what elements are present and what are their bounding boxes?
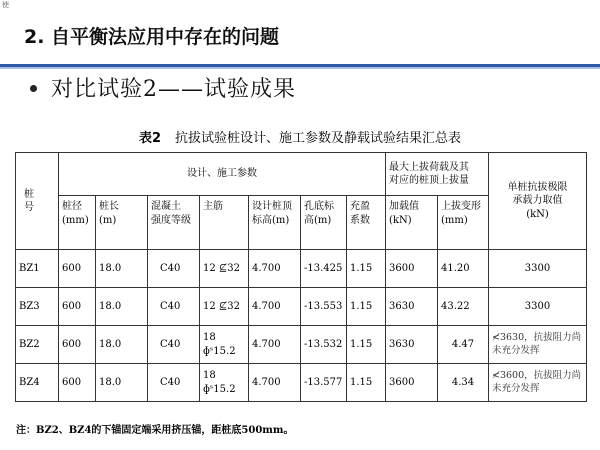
cell-load: 3630 — [386, 288, 438, 326]
cell-main-rebar: 18 ɸˢ15.2 — [200, 326, 249, 364]
table-row — [16, 288, 587, 326]
cell-ultimate-capacity: ≮3600，抗拔阻力尚未充分发挥 — [489, 364, 587, 402]
cell-concrete-grade: C40 — [148, 326, 200, 364]
cell-diameter: 600 — [59, 326, 96, 364]
table-caption — [0, 127, 600, 146]
cell-filling-factor: 1.15 — [347, 288, 386, 326]
cell-load: 3600 — [386, 364, 438, 402]
results-table — [15, 152, 587, 402]
header-load-group: 最大上拔荷载及其 对应的桩顶上拔量 — [386, 153, 489, 196]
cell-ultimate-capacity: 3300 — [489, 288, 587, 326]
bullet-row — [30, 72, 296, 103]
table-footnote: 注：BZ2、BZ4的下锚固定端采用挤压锚，距桩底500mm。 — [16, 425, 294, 436]
header-row-1 — [16, 153, 587, 196]
table-row — [16, 364, 587, 402]
header-col-top-elevation: 设计桩顶 标高(m) — [249, 196, 301, 250]
table-row — [16, 326, 587, 364]
cell-pile-id: BZ3 — [16, 288, 59, 326]
header-col-diameter: 桩径 (mm) — [59, 196, 96, 250]
header-col-hole-bottom: 孔底标 高(m) — [301, 196, 347, 250]
cell-load: 3630 — [386, 326, 438, 364]
cell-concrete-grade: C40 — [148, 250, 200, 288]
cell-top-elevation: 4.700 — [249, 288, 301, 326]
cell-pile-id: BZ1 — [16, 250, 59, 288]
cell-uplift: 41.20 — [438, 250, 489, 288]
cell-length: 18.0 — [96, 288, 148, 326]
table-caption-text: 抗拔试验桩设计、施工参数及静载试验结果汇总表 — [175, 131, 462, 146]
cell-ultimate-capacity: ≮3630，抗拔阻力尚未充分发挥 — [489, 326, 587, 364]
cell-diameter: 600 — [59, 288, 96, 326]
header-col-filling-factor: 充盈 系数 — [347, 196, 386, 250]
cell-top-elevation: 4.700 — [249, 326, 301, 364]
header-col-concrete-grade: 混凝土 强度等级 — [148, 196, 200, 250]
table-caption-number: 表2 — [138, 131, 162, 146]
title-rule-shade — [0, 67, 600, 69]
cell-length: 18.0 — [96, 326, 148, 364]
bullet-text: 对比试验2——试验成果 — [51, 77, 296, 102]
cell-uplift: 4.47 — [438, 326, 489, 364]
header-pile-id: 桩 号 — [16, 153, 59, 250]
cell-filling-factor: 1.15 — [347, 250, 386, 288]
header-col-main-rebar: 主筋 — [200, 196, 249, 250]
header-col-load: 加载值 (kN) — [386, 196, 438, 250]
cell-main-rebar: 12 ⊈32 — [200, 250, 249, 288]
slide-title: 2. 自平衡法应用中存在的问题 — [24, 26, 280, 48]
cell-hole-bottom: -13.425 — [301, 250, 347, 288]
bullet-dot-icon — [30, 85, 37, 92]
cell-uplift: 43.22 — [438, 288, 489, 326]
cell-pile-id: BZ2 — [16, 326, 59, 364]
table-row — [16, 250, 587, 288]
header-design-group: 设计、施工参数 — [59, 153, 386, 196]
cell-diameter: 600 — [59, 250, 96, 288]
cell-main-rebar: 18 ɸˢ15.2 — [200, 364, 249, 402]
cell-ultimate-capacity: 3300 — [489, 250, 587, 288]
header-ultimate-capacity: 单桩抗拔极限 承载力取值 (kN) — [489, 153, 587, 250]
corner-mark: 使 — [2, 1, 9, 9]
cell-hole-bottom: -13.553 — [301, 288, 347, 326]
cell-main-rebar: 12 ⊈32 — [200, 288, 249, 326]
header-col-uplift: 上拔变形 (mm) — [438, 196, 489, 250]
cell-load: 3600 — [386, 250, 438, 288]
cell-top-elevation: 4.700 — [249, 364, 301, 402]
cell-concrete-grade: C40 — [148, 288, 200, 326]
cell-length: 18.0 — [96, 250, 148, 288]
cell-pile-id: BZ4 — [16, 364, 59, 402]
cell-length: 18.0 — [96, 364, 148, 402]
cell-diameter: 600 — [59, 364, 96, 402]
cell-filling-factor: 1.15 — [347, 364, 386, 402]
cell-uplift: 4.34 — [438, 364, 489, 402]
cell-concrete-grade: C40 — [148, 364, 200, 402]
cell-hole-bottom: -13.577 — [301, 364, 347, 402]
header-col-length: 桩长 (m) — [96, 196, 148, 250]
cell-top-elevation: 4.700 — [249, 250, 301, 288]
cell-hole-bottom: -13.532 — [301, 326, 347, 364]
cell-filling-factor: 1.15 — [347, 326, 386, 364]
